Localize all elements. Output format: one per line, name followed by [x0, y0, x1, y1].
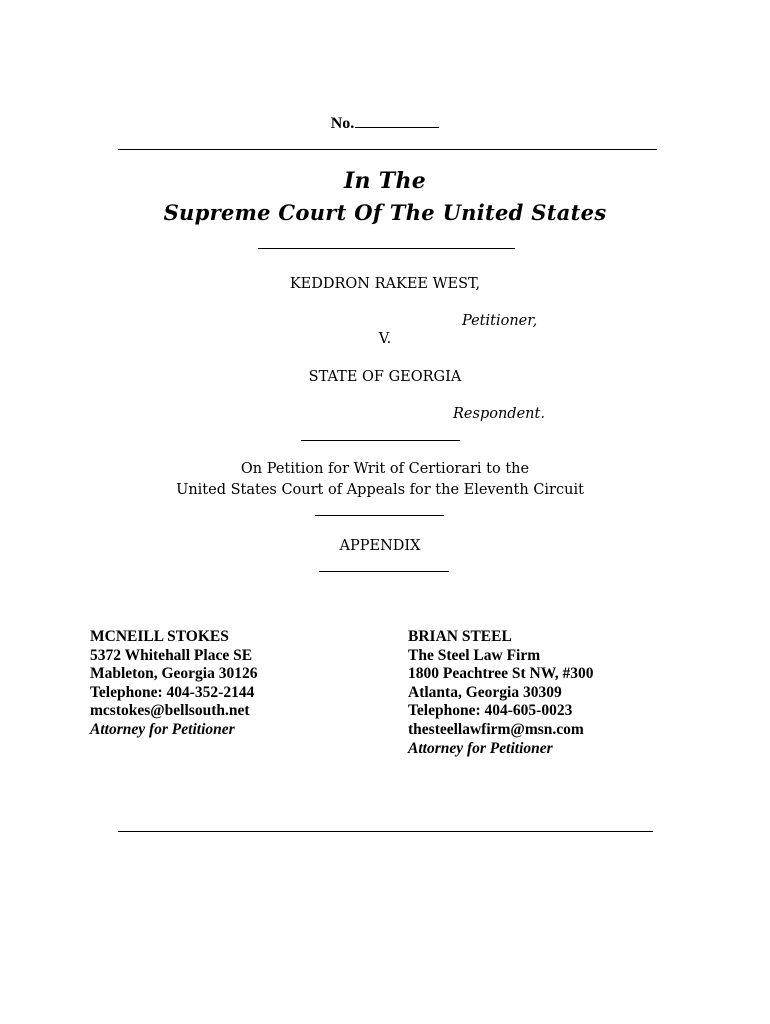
case-number	[0, 115, 770, 133]
counsel-left-block	[90, 628, 257, 740]
respondent-name: STATE OF GEORGIA	[308, 369, 462, 385]
title-divider	[319, 571, 449, 572]
counsel-left-role: Attorney for Petitioner	[90, 720, 235, 738]
counsel-left-address2: Mableton, Georgia 30126	[90, 665, 258, 683]
counsel-right-address2: Atlanta, Georgia 30309	[408, 683, 562, 701]
counsel-left-telephone: Telephone: 404-352-2144	[90, 683, 255, 701]
counsel-left-name: MCNEILL STOKES	[90, 628, 229, 645]
petitioner-name: KEDDRON RAKEE WEST,	[289, 276, 481, 292]
case-number-label: No.	[330, 115, 355, 132]
versus-label: V.	[378, 331, 392, 347]
counsel-right-role: Attorney for Petitioner	[408, 739, 553, 757]
petition-line1: On Petition for Writ of Certiorari to the	[240, 461, 530, 477]
petition-line2: United States Court of Appeals for the Eleventh Circuit	[176, 482, 584, 498]
caption-divider	[258, 248, 515, 249]
counsel-right-name: BRIAN STEEL	[408, 628, 512, 645]
document-title: APPENDIX	[339, 538, 421, 554]
counsel-right-address1: 1800 Peachtree St NW, #300	[408, 665, 594, 683]
counsel-left-email: mcstokes@bellsouth.net	[90, 702, 250, 720]
counsel-left-address1: 5372 Whitehall Place SE	[90, 646, 253, 664]
bottom-rule	[118, 831, 653, 832]
petitioner-role: Petitioner,	[462, 313, 538, 329]
parties-divider	[301, 440, 460, 441]
court-caption-line2: Supreme Court Of The United States	[163, 200, 607, 225]
top-rule	[118, 149, 657, 150]
counsel-right-firm: The Steel Law Firm	[408, 646, 541, 664]
counsel-right-telephone: Telephone: 404-605-0023	[408, 702, 573, 720]
case-number-blank	[355, 115, 439, 128]
court-caption-line1: In The	[343, 168, 427, 194]
counsel-right-block	[408, 628, 594, 758]
petition-divider	[315, 515, 444, 516]
counsel-right-email: thesteellawfirm@msn.com	[408, 720, 584, 738]
respondent-role: Respondent.	[453, 406, 545, 422]
